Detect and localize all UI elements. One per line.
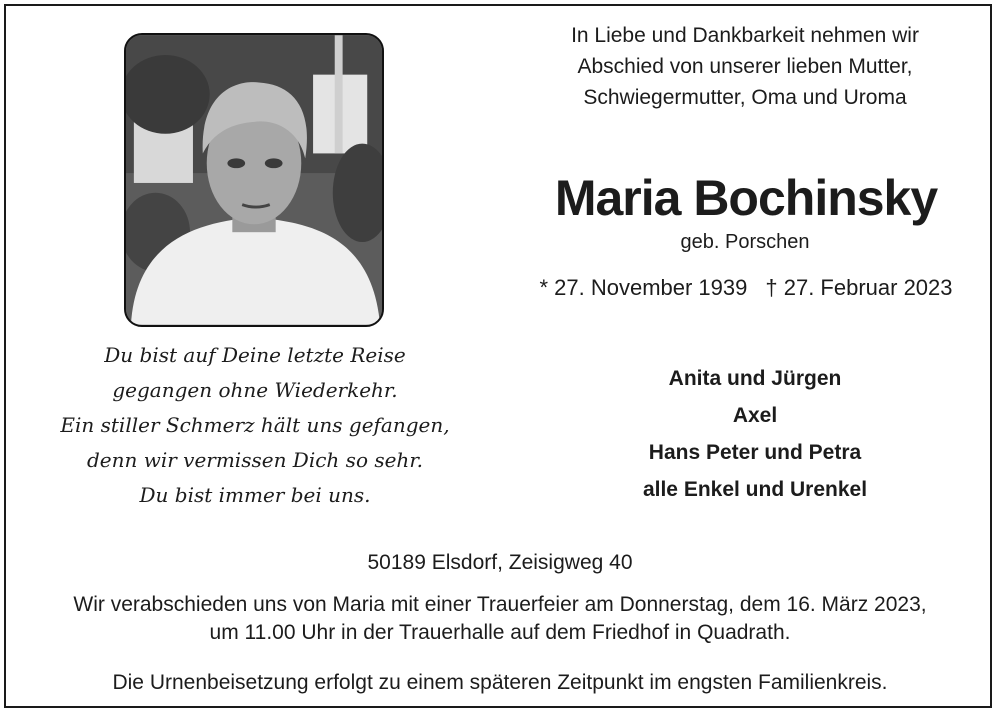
service-line: um 11.00 Uhr in der Trauerhalle auf dem Friedhof in Quadrath. — [209, 621, 791, 644]
mourner: Anita und Jürgen — [668, 367, 842, 390]
poem — [60, 338, 450, 513]
maiden-name: geb. Porschen — [680, 231, 810, 253]
life-dates — [530, 273, 962, 303]
poem-line: gegangen ohne Wiederkehr. — [112, 378, 398, 402]
intro-line: Abschied von unserer lieben Mutter, — [577, 55, 913, 78]
birth-date: * 27. November 1939 — [539, 275, 748, 300]
intro-line: Schwiegermutter, Oma und Uroma — [583, 86, 907, 109]
address: 50189 Elsdorf, Zeisigweg 40 — [367, 551, 633, 574]
poem-line: Du bist auf Deine letzte Reise — [104, 343, 406, 367]
service-info — [40, 591, 960, 647]
mourner: Axel — [732, 404, 778, 427]
urn-burial-info: Die Urnenbeisetzung erfolgt zu einem späteren Zeitpunkt im engsten Familienkreis. — [112, 671, 888, 694]
intro-text — [540, 20, 950, 113]
mourner: Hans Peter und Petra — [648, 441, 862, 464]
death-date: † 27. Februar 2023 — [765, 275, 953, 300]
service-line: Wir verabschieden uns von Maria mit einer Trauerfeier am Donnerstag, dem 16. März 2023, — [73, 593, 927, 616]
deceased-name: Maria Bochinsky — [554, 170, 938, 226]
mourner: alle Enkel und Urenkel — [642, 478, 868, 501]
poem-line: denn wir vermissen Dich so sehr. — [86, 448, 424, 472]
poem-line: Ein stiller Schmerz hält uns gefangen, — [60, 413, 450, 437]
intro-line: In Liebe und Dankbarkeit nehmen wir — [571, 24, 919, 47]
portrait-photo — [124, 33, 384, 327]
mourners-list — [600, 360, 910, 508]
poem-line: Du bist immer bei uns. — [139, 483, 371, 507]
